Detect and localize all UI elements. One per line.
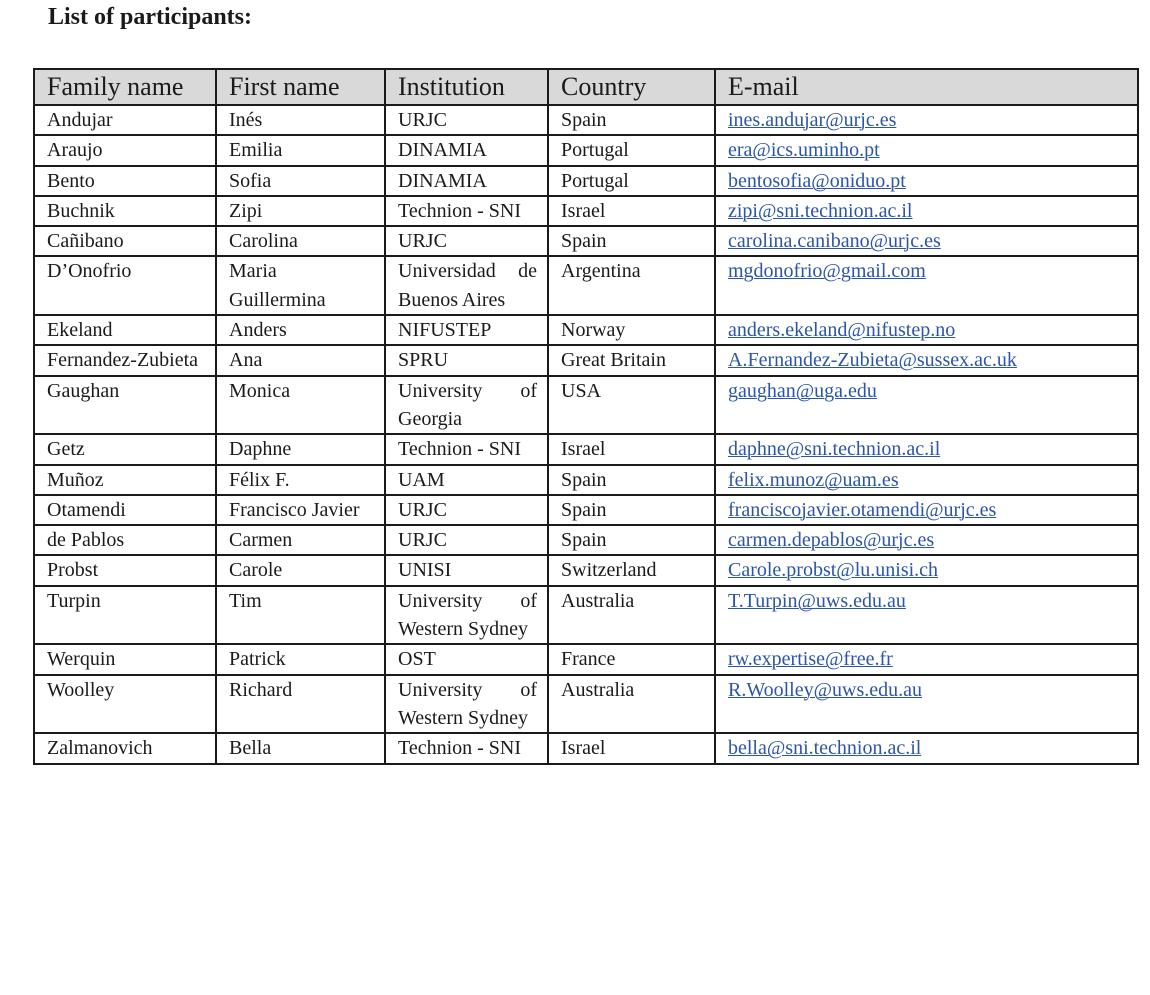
table-row (34, 644, 1138, 674)
institution-cell: UAM (385, 465, 548, 495)
participants-table (33, 68, 1139, 765)
country-cell: Spain (548, 495, 715, 525)
email-cell (715, 135, 1138, 165)
email-link[interactable]: gaughan@uga.edu (728, 379, 877, 402)
first-name-cell: Francisco Javier (216, 495, 385, 525)
country-cell: Israel (548, 196, 715, 226)
email-link[interactable]: T.Turpin@uws.edu.au (728, 589, 906, 612)
column-header-first-name: First name (216, 69, 385, 105)
email-link[interactable]: mgdonofrio@gmail.com (728, 260, 926, 283)
email-link[interactable]: carmen.depablos@urjc.es (728, 529, 935, 552)
family-name-cell: Bento (34, 166, 216, 196)
email-cell (715, 644, 1138, 674)
country-cell: Spain (548, 465, 715, 495)
email-cell (715, 256, 1138, 315)
family-name-cell: D’Onofrio (34, 256, 216, 315)
first-name-cell: Ana (216, 345, 385, 375)
email-cell (715, 196, 1138, 226)
first-name-cell: Maria Guillermina (216, 256, 385, 315)
email-cell (715, 555, 1138, 585)
family-name-cell: Araujo (34, 135, 216, 165)
table-row (34, 733, 1138, 763)
email-cell (715, 675, 1138, 734)
first-name-cell: Daphne (216, 434, 385, 464)
country-cell: France (548, 644, 715, 674)
institution-cell: URJC (385, 226, 548, 256)
country-cell: Israel (548, 733, 715, 763)
email-link[interactable]: daphne@sni.technion.ac.il (728, 438, 941, 461)
family-name-cell: Turpin (34, 586, 216, 645)
country-cell: Spain (548, 105, 715, 135)
family-name-cell: de Pablos (34, 525, 216, 555)
first-name-cell: Zipi (216, 196, 385, 226)
first-name-cell: Patrick (216, 644, 385, 674)
institution-cell: University of Western Sydney (385, 675, 548, 734)
institution-cell: Technion - SNI (385, 434, 548, 464)
institution-cell: Universidad de Buenos Aires (385, 256, 548, 315)
table-row (34, 256, 1138, 315)
column-header-country: Country (548, 69, 715, 105)
institution-cell: SPRU (385, 345, 548, 375)
email-cell (715, 166, 1138, 196)
email-link[interactable]: bentosofia@oniduo.pt (728, 169, 906, 192)
table-row (34, 226, 1138, 256)
first-name-cell: Sofia (216, 166, 385, 196)
email-link[interactable]: zipi@sni.technion.ac.il (728, 199, 913, 222)
table-row (34, 105, 1138, 135)
country-cell: Spain (548, 525, 715, 555)
email-cell (715, 465, 1138, 495)
institution-cell: UNISI (385, 555, 548, 585)
family-name-cell: Zalmanovich (34, 733, 216, 763)
country-cell: USA (548, 376, 715, 435)
country-cell: Australia (548, 586, 715, 645)
table-row (34, 315, 1138, 345)
family-name-cell: Gaughan (34, 376, 216, 435)
institution-cell: University of Georgia (385, 376, 548, 435)
table-row (34, 495, 1138, 525)
email-cell (715, 345, 1138, 375)
country-cell: Portugal (548, 135, 715, 165)
first-name-cell: Anders (216, 315, 385, 345)
institution-cell: Technion - SNI (385, 733, 548, 763)
family-name-cell: Probst (34, 555, 216, 585)
page-title: List of participants: (48, 4, 252, 30)
first-name-cell: Emilia (216, 135, 385, 165)
email-link[interactable]: carolina.canibano@urjc.es (728, 230, 941, 253)
table-row (34, 586, 1138, 645)
table-row (34, 135, 1138, 165)
table-row (34, 465, 1138, 495)
institution-cell: URJC (385, 525, 548, 555)
first-name-cell: Bella (216, 733, 385, 763)
table-row (34, 196, 1138, 226)
country-cell: Portugal (548, 166, 715, 196)
email-cell (715, 586, 1138, 645)
country-cell: Spain (548, 226, 715, 256)
family-name-cell: Fernandez-Zubieta (34, 345, 216, 375)
column-header-email: E-mail (715, 69, 1138, 105)
first-name-cell: Carolina (216, 226, 385, 256)
email-cell (715, 105, 1138, 135)
column-header-family-name: Family name (34, 69, 216, 105)
first-name-cell: Richard (216, 675, 385, 734)
table-row (34, 376, 1138, 435)
first-name-cell: Félix F. (216, 465, 385, 495)
institution-cell: OST (385, 644, 548, 674)
email-link[interactable]: ines.andujar@urjc.es (728, 109, 897, 131)
country-cell: Israel (548, 434, 715, 464)
email-cell (715, 226, 1138, 256)
family-name-cell: Andujar (34, 105, 216, 135)
first-name-cell: Monica (216, 376, 385, 435)
first-name-cell: Tim (216, 586, 385, 645)
family-name-cell: Woolley (34, 675, 216, 734)
email-link[interactable]: franciscojavier.otamendi@urjc.es (728, 498, 997, 521)
email-cell (715, 376, 1138, 435)
email-link[interactable]: felix.munoz@uam.es (728, 468, 899, 491)
email-cell (715, 495, 1138, 525)
family-name-cell: Getz (34, 434, 216, 464)
table-row (34, 525, 1138, 555)
country-cell: Switzerland (548, 555, 715, 585)
family-name-cell: Buchnik (34, 196, 216, 226)
email-link[interactable]: bella@sni.technion.ac.il (728, 737, 922, 760)
institution-cell: DINAMIA (385, 166, 548, 196)
family-name-cell: Ekeland (34, 315, 216, 345)
institution-cell: University of Western Sydney (385, 586, 548, 645)
email-cell (715, 525, 1138, 555)
table-row (34, 345, 1138, 375)
first-name-cell: Inés (216, 105, 385, 135)
email-link[interactable]: Carole.probst@lu.unisi.ch (728, 559, 939, 582)
email-link[interactable]: A.Fernandez-Zubieta@sussex.ac.uk (728, 349, 1017, 372)
participants-table-body (34, 105, 1138, 764)
email-link[interactable]: era@ics.uminho.pt (728, 139, 880, 162)
table-row (34, 675, 1138, 734)
country-cell: Argentina (548, 256, 715, 315)
family-name-cell: Muñoz (34, 465, 216, 495)
email-link[interactable]: rw.expertise@free.fr (728, 648, 893, 671)
first-name-cell: Carole (216, 555, 385, 585)
email-link[interactable]: anders.ekeland@nifustep.no (728, 319, 956, 342)
email-cell (715, 434, 1138, 464)
institution-cell: NIFUSTEP (385, 315, 548, 345)
country-cell: Norway (548, 315, 715, 345)
column-header-institution: Institution (385, 69, 548, 105)
first-name-cell: Carmen (216, 525, 385, 555)
country-cell: Australia (548, 675, 715, 734)
family-name-cell: Cañibano (34, 226, 216, 256)
table-row (34, 166, 1138, 196)
family-name-cell: Werquin (34, 644, 216, 674)
email-cell (715, 733, 1138, 763)
email-link[interactable]: R.Woolley@uws.edu.au (728, 678, 923, 701)
table-row (34, 555, 1138, 585)
institution-cell: Technion - SNI (385, 196, 548, 226)
institution-cell: URJC (385, 495, 548, 525)
institution-cell: URJC (385, 105, 548, 135)
table-header-row (34, 69, 1138, 105)
email-cell (715, 315, 1138, 345)
family-name-cell: Otamendi (34, 495, 216, 525)
table-row (34, 434, 1138, 464)
institution-cell: DINAMIA (385, 135, 548, 165)
country-cell: Great Britain (548, 345, 715, 375)
